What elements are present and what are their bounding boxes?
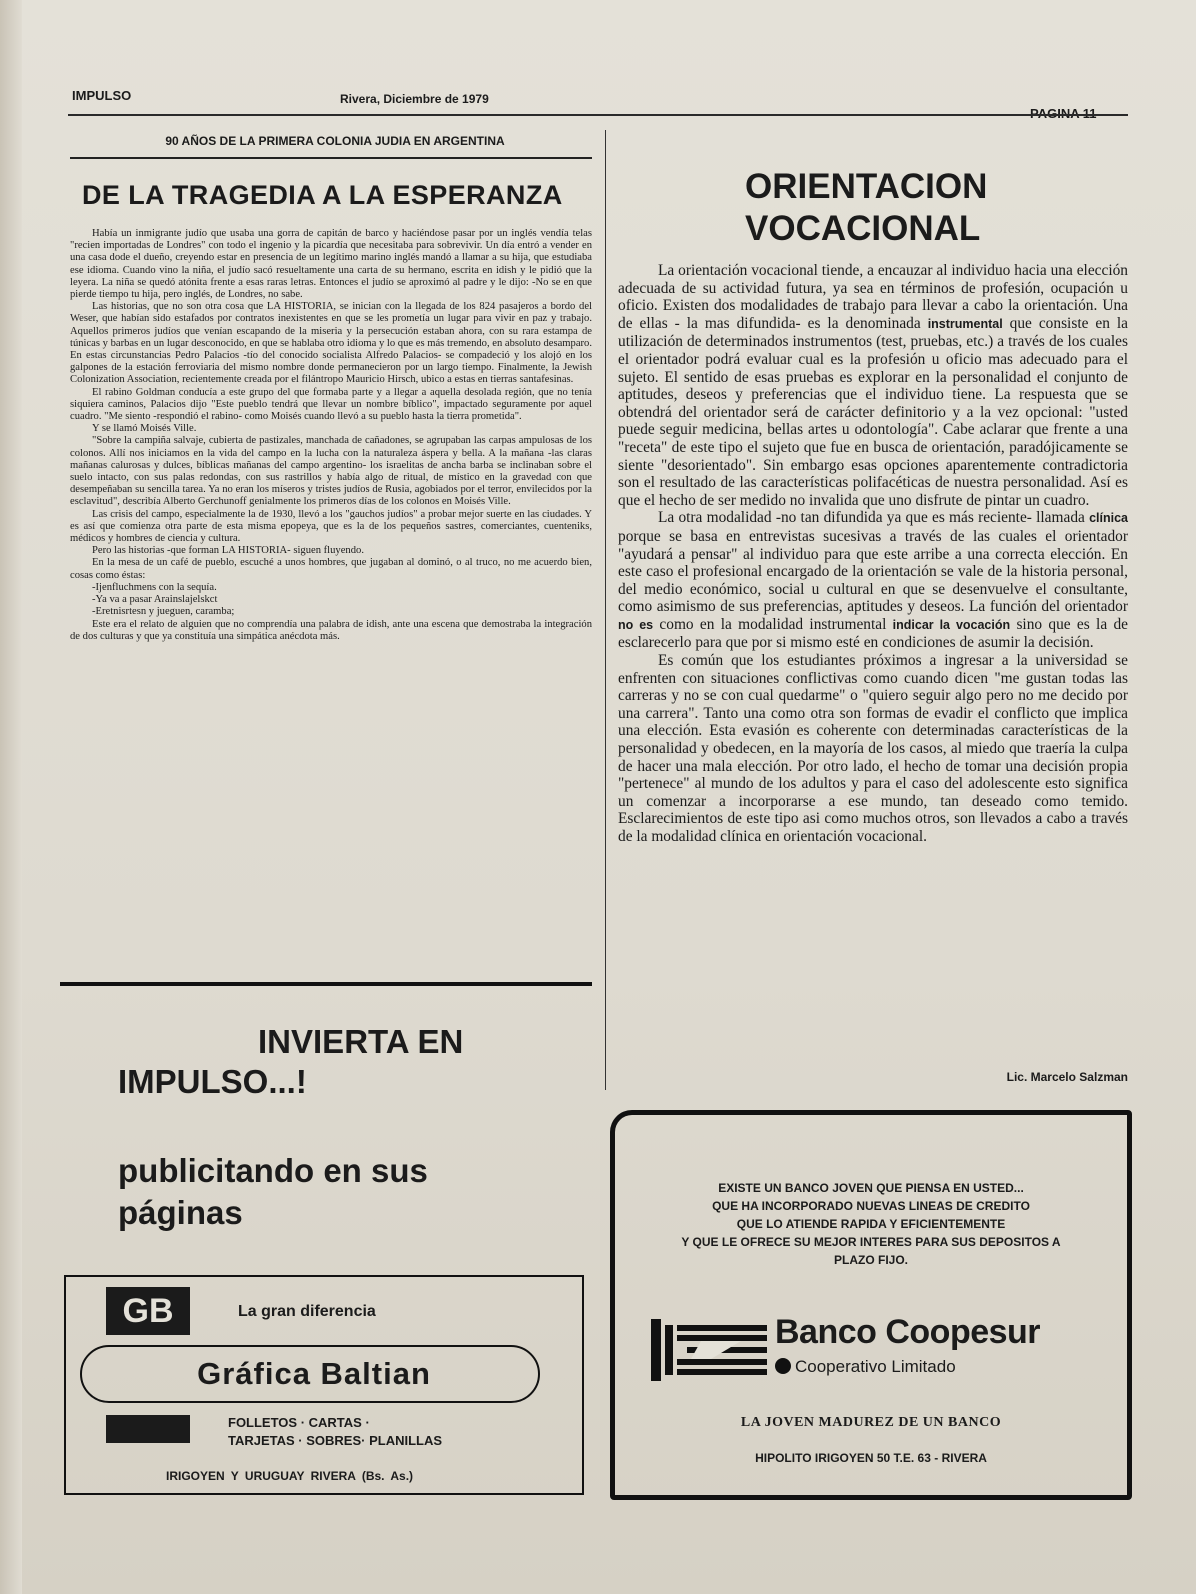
article-paragraph: -Ya va a pasar Arainslajelskct <box>92 594 218 606</box>
bank-ad-line: EXISTE UN BANCO JOVEN QUE PIENSA EN USTED... <box>718 1181 1024 1195</box>
bank-subtitle-row <box>775 1357 956 1377</box>
article-paragraph: Y se llamó Moisés Ville. <box>92 423 197 435</box>
article-paragraph: "Sobre la campiña salvaje, cubierta de pastizales, manchada de cañadones, se agrupaban las carpas ampulosas de los colonos. Allí nos iniciamos en la vida del campo en la lucha con la naturaleza áspera y bella. A la mañana -las claras mañanas calurosas y dulces, bíblicas mañanas del campo argentino- los israelitas de ancha barba se inclinaban sobre el suelo intacto, con sus palas redondas, con sus rastrillos y había algo de ritual, de místico en la gravedad con que desempeñaban su sencilla tarea. Ya no eran los míseros y tristes judíos de Rusia, agobiados por el terror, envilecidos por la esclavitud", describía Alberto Gerchunoff genialmente los primeros días de los colonos en Moisés Ville. <box>70 435 592 508</box>
orientacion-headline-line-2: VOCACIONAL <box>745 209 981 248</box>
orientacion-headline <box>745 166 1045 250</box>
promo-subline <box>118 1150 588 1234</box>
masthead-paper-name: IMPULSO <box>72 88 132 103</box>
kicker-rule <box>70 157 592 159</box>
masthead-rule <box>68 114 1128 116</box>
promo-headline <box>118 1022 588 1102</box>
orientacion-paragraph-2 <box>618 509 1128 652</box>
article-paragraph: Pero las historias -que forman LA HISTORIA- siguen fluyendo. <box>92 545 364 557</box>
article-paragraph: En la mesa de un café de pueblo, escuché a unos hombres, que jugaban al dominó, o al truco, no me acuerdo bien, cosas como éstas: <box>70 557 592 581</box>
bank-slogan: LA JOVEN MADUREZ DE UN BANCO <box>740 1415 1002 1430</box>
grafica-logo-icon: GB <box>106 1287 190 1335</box>
promo-line-4: páginas <box>118 1194 243 1231</box>
bank-ad-line: QUE HA INCORPORADO NUEVAS LINEAS DE CREDITO <box>712 1199 1030 1213</box>
ad-grafica-baltian <box>64 1275 584 1495</box>
article-paragraph: Las crisis del campo, especialmente la de 1930, llevó a los "gauchos judíos" a probar mejor suerte en las ciudades. Y es así que comienza otra parte de esta misma epopeya, que es la de los pequeños sastres, comerciantes, cuenteniks, médicos y hombres de ciencia y cultura. <box>70 508 592 545</box>
author-signature: Lic. Marcelo Salzman <box>1006 1070 1128 1084</box>
text-run: como en la modalidad instrumental <box>653 615 893 633</box>
bold-term: clínica <box>1089 511 1128 526</box>
promo-line-3: publicitando en sus <box>118 1152 428 1189</box>
grafica-name: Gráfica Baltian <box>197 1356 431 1391</box>
bank-logo-icon <box>651 1319 771 1381</box>
text-run: que consiste en la utilización de determinados instrumentos (test, pruebas, etc.) a través de los cuales el orientador podrá evaluar cual es la profesión u oficio mas adecuado para el sujeto. El sentido de esas pruebas es explorar en la personalidad el conjunto de aptitudes, deseos y preferencias que el individuo tiene. La respuesta que se obtendrá del orientador será de carácter definitorio y a la vez opcional: "usted puede seguir medicina, bellas artes u odontología". Cabe aclarar que frente a una "receta" de este tipo el sujeto que fue en busca de orientación, paradójicamente se siente "desorientado". Sin embargo esas opciones aparentemente contradictoria son el resultado de las características polifacéticas de nuestra personalidad. Así es que el hecho de ser medido no invalida que uno disfrute de pintar un cuadro. <box>618 314 1128 509</box>
text-run: sino que es la de esclarecerlo para que por si mismo esté en condiciones de asumir la decisión. <box>618 615 1128 652</box>
article-headline: DE LA TRAGEDIA A LA ESPERANZA <box>82 180 563 210</box>
bank-ad-line: Y QUE LE OFRECE SU MEJOR INTERES PARA SUS DEPOSITOS A <box>681 1235 1061 1249</box>
grafica-tagline: La gran diferencia <box>238 1303 376 1320</box>
bank-subtitle: Cooperativo Limitado <box>795 1357 956 1376</box>
grafica-black-bar <box>106 1415 190 1443</box>
grafica-services-1: FOLLETOS · CARTAS · <box>228 1415 370 1430</box>
bank-name: Banco Coopesur <box>775 1313 1041 1351</box>
article-kicker: 90 AÑOS DE LA PRIMERA COLONIA JUDIA EN ARGENTINA <box>165 134 505 148</box>
orientacion-paragraph-1 <box>618 262 1128 509</box>
text-run: La orientación vocacional tiende, a encauzar al individuo hacia una elección adecuada de su actividad futura, ya sea en términos de profesión, ocupación u oficio. Existen dos modalidades de trabajo para llevar a cabo la orientación. Una de ellas - la mas difundida- es la denominada <box>618 262 1128 332</box>
grafica-address: IRIGOYEN Y URUGUAY RIVERA (Bs. As.) <box>166 1469 414 1483</box>
article-paragraph: El rabino Goldman conducía a este grupo del que formaba parte y a llegar a aquella desolada región, que no tenía siquiera caminos, Palacios dijo "Este pueblo tendrá que llevar un nombre bíblico", impactado seguramente por aquel cuadro. "Me siento -respondió el rabino- como Moisés cuando llevó a su pueblo hasta la tierra prometida". <box>70 386 592 423</box>
masthead-dateline: Rivera, Diciembre de 1979 <box>340 92 489 106</box>
bank-ad-line: PLAZO FIJO. <box>833 1253 908 1267</box>
article-body <box>70 228 592 643</box>
text-run: porque se basa en entrevistas sucesivas a través de las cuales el orientador "ayudará a pensar" al individuo para que este arribe a una correcta elección. En este caso el profesional encargado de la orientación se vale de la historia personal, del medio económico, social u cultural en que se desenvuelve el consultante, como asimismo de sus preferencias, aptitudes y deseos. La función del orientador <box>618 527 1128 616</box>
bank-ad-line: QUE LO ATIENDE RAPIDA Y EFICIENTEMENTE <box>736 1217 1006 1231</box>
orientacion-body <box>618 262 1128 846</box>
bold-term: indicar la vocación <box>892 617 1011 632</box>
section-rule <box>60 982 592 986</box>
bank-ad-copy <box>629 1179 1113 1269</box>
promo-line-1: INVIERTA EN <box>258 1023 464 1060</box>
bank-address: HIPOLITO IRIGOYEN 50 T.E. 63 - RIVERA <box>755 1451 987 1465</box>
cooperative-pines-icon <box>775 1358 791 1374</box>
article-paragraph: Este era el relato de alguien que no comprendía una palabra de idish, ante una escena que demostraba la integración de dos culturas y que ya constituía una simpática anécdota más. <box>70 618 592 642</box>
article-paragraph: -Ijenfluchmens con la sequía. <box>92 581 217 593</box>
ad-banco-coopesur <box>610 1110 1132 1500</box>
article-paragraph: Había un inmigrante judío que usaba una gorra de capitán de barco y haciéndose pasar por un inglés vendía telas "recien importadas de Londres" con todo el ingenio y la picardía que necesitaba para sobrevivir. Un día entró a vender en una casa dode el dueño, creyendo estar en presencia de un legítimo marino inglés mandó a llamar a su hija, que estudiaba ese idioma. Cuando vino la niña, el judío sacó resueltamente una carta de su hermano, escrita en idish y le pidió que la leyera. La niña se quedó atónita frente a esas raras letras. Entonces el judío se aproximó al padre y le dijo: -No se en que pierde tiempo tu hija, pero inglés, de Londres, no sabe. <box>70 228 592 301</box>
promo-line-2: IMPULSO...! <box>118 1063 307 1100</box>
grafica-services-2: TARJETAS · SOBRES· PLANILLAS <box>228 1433 443 1448</box>
article-paragraph: Las historias, que no son otra cosa que LA HISTORIA, se inician con la llegada de los 824 pasajeros a bordo del Weser, que habían sido estafados por contratos inexistentes en que se les prometía un lugar para vivir en paz y trabajo. Aquellos primeros judíos que venían escapando de la miseria y la persecución estaban ahora, con su rara estampa de túnicas y barbas en un lugar desconocido, en que se hablaba otro idioma y lo que es más tremendo, en absoluto desamparo. En estas circunstancias Pedro Palacios -tío del conocido socialista Alfredo Palacios- se compadeció y los alojó en los galpones de la estación ferroviaria del mismo nombre donde permanecieron por un largo tiempo. Finalmente, la Jewish Colonization Association, recientemente creada por el filántropo Mauricio Hirsch, ubico a estas en tierras santafesinas. <box>70 301 592 386</box>
bold-term: no es <box>618 617 654 632</box>
column-divider <box>605 130 606 1090</box>
bold-term: instrumental <box>927 316 1003 331</box>
text-run: La otra modalidad -no tan difundida ya que es más reciente- llamada <box>658 509 1090 527</box>
page-edge-shadow <box>0 0 22 1594</box>
orientacion-paragraph-3: Es común que los estudiantes próximos a ingresar a la universidad se enfrenten con situaciones conflictivas como cuando dicen "me gustan todas las carreras y no se con cual quedarme" o "quiero seguir algo pero no me decido por una carrera". Tanto una como otra son formas de evadir el conflicto que implica una elección. Esta evasión es coherente con determinadas características de la personalidad y obedecen, en la mayoría de los casos, al miedo que traería la culpa de hacer una mala elección. Por otro lado, el hecho de tomar una decisión propia "pertenece" al mundo de los adultos y para el caso del adolescente esto significa un comenzar a incorporarse a ese mundo, tan deseado como temido. Esclarecimientos de este tipo asi como muchos otros, son llevados a cabo a través de la modalidad clínica en orientación vocacional. <box>618 652 1128 845</box>
orientacion-headline-line-1: ORIENTACION <box>745 167 988 206</box>
article-paragraph: -Eretnisrtesn y jueguen, caramba; <box>92 606 235 618</box>
